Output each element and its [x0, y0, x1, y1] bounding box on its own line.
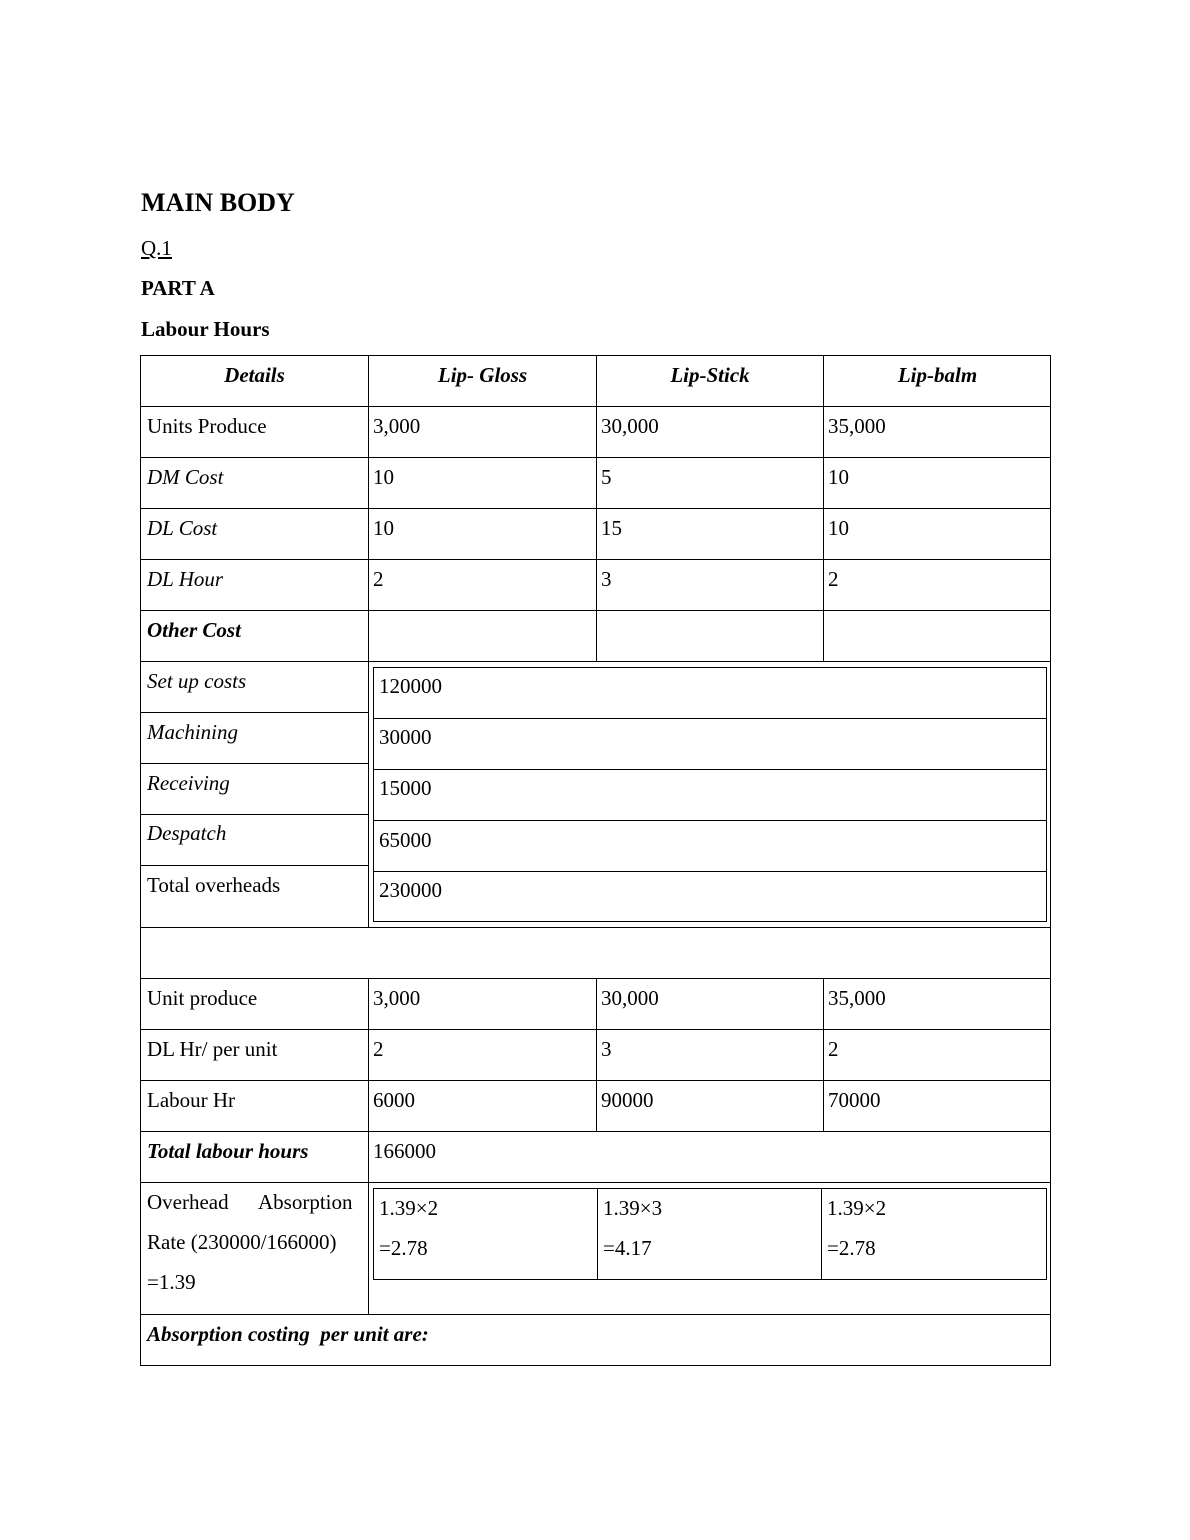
- section-heading: Labour Hours: [141, 317, 270, 341]
- row-label-set-up-costs: Set up costs: [147, 669, 247, 693]
- row-label-machining: Machining: [147, 720, 238, 744]
- overhead-values-box: [373, 667, 1047, 922]
- cell-value: 15: [601, 516, 622, 540]
- labour-hours-table: [140, 355, 1051, 1366]
- row-label-other-cost: Other Cost: [147, 618, 241, 642]
- row-label-dl-cost: DL Cost: [147, 516, 218, 540]
- header-lip-balm: Lip-balm: [897, 363, 978, 387]
- absorption-footer: Absorption costing per unit are:: [147, 1322, 429, 1346]
- row-label-units-produce: Units Produce: [147, 414, 267, 438]
- row-label-dl-hr-per-unit: DL Hr/ per unit: [147, 1037, 278, 1061]
- row-label-labour-hr: Labour Hr: [147, 1088, 236, 1112]
- page-heading: MAIN BODY: [141, 188, 295, 217]
- row-label-despatch: Despatch: [147, 821, 227, 845]
- row-label-total-labour-hours: Total labour hours: [147, 1139, 309, 1163]
- cell-value: 10: [373, 465, 394, 489]
- cell-value: 2: [373, 1037, 384, 1061]
- cell-value: 3,000: [373, 986, 421, 1010]
- cell-value: 3: [601, 567, 612, 591]
- cell-value: 30,000: [601, 986, 659, 1010]
- cell-value: 30,000: [601, 414, 659, 438]
- oar-cell-line: =4.17: [603, 1236, 652, 1260]
- oar-cell-line: 1.39×2: [827, 1196, 887, 1220]
- oar-label-rate: Rate (230000/166000): [147, 1230, 337, 1254]
- overhead-value: 120000: [379, 674, 442, 698]
- header-lip-gloss: Lip- Gloss: [437, 363, 528, 387]
- part-heading: PART A: [141, 276, 215, 300]
- overhead-value: 30000: [379, 725, 432, 749]
- oar-label-result: =1.39: [147, 1270, 196, 1294]
- total-labour-hours-value: 166000: [373, 1139, 436, 1163]
- overhead-value: 65000: [379, 828, 432, 852]
- row-label-receiving: Receiving: [147, 771, 230, 795]
- cell-value: 35,000: [828, 986, 886, 1010]
- cell-value: 10: [373, 516, 394, 540]
- header-lip-stick: Lip-Stick: [670, 363, 750, 387]
- cell-value: 2: [373, 567, 384, 591]
- cell-value: 2: [828, 567, 839, 591]
- cell-value: 3: [601, 1037, 612, 1061]
- row-label-unit-produce: Unit produce: [147, 986, 258, 1010]
- cell-value: 2: [828, 1037, 839, 1061]
- oar-label-word-1: Overhead: [147, 1190, 229, 1214]
- header-details: Details: [224, 363, 285, 387]
- cell-value: 90000: [601, 1088, 654, 1112]
- cell-value: 3,000: [373, 414, 421, 438]
- overhead-value: 15000: [379, 776, 432, 800]
- oar-label-word-2: Absorption: [258, 1190, 353, 1214]
- row-label-dm-cost: DM Cost: [147, 465, 224, 489]
- oar-cell-line: =2.78: [827, 1236, 876, 1260]
- cell-value: 10: [828, 516, 849, 540]
- cell-value: 35,000: [828, 414, 886, 438]
- oar-cell-line: 1.39×3: [603, 1196, 663, 1220]
- cell-value: 10: [828, 465, 849, 489]
- question-label: Q.1: [141, 236, 172, 260]
- oar-cell-line: =2.78: [379, 1236, 428, 1260]
- overhead-value: 230000: [379, 878, 442, 902]
- cell-value: 70000: [828, 1088, 881, 1112]
- row-label-dl-hour: DL Hour: [147, 567, 224, 591]
- cell-value: 5: [601, 465, 612, 489]
- row-label-total-overheads: Total overheads: [147, 873, 281, 897]
- oar-cell-line: 1.39×2: [379, 1196, 439, 1220]
- oar-values-box: [373, 1188, 1047, 1280]
- cell-value: 6000: [373, 1088, 415, 1112]
